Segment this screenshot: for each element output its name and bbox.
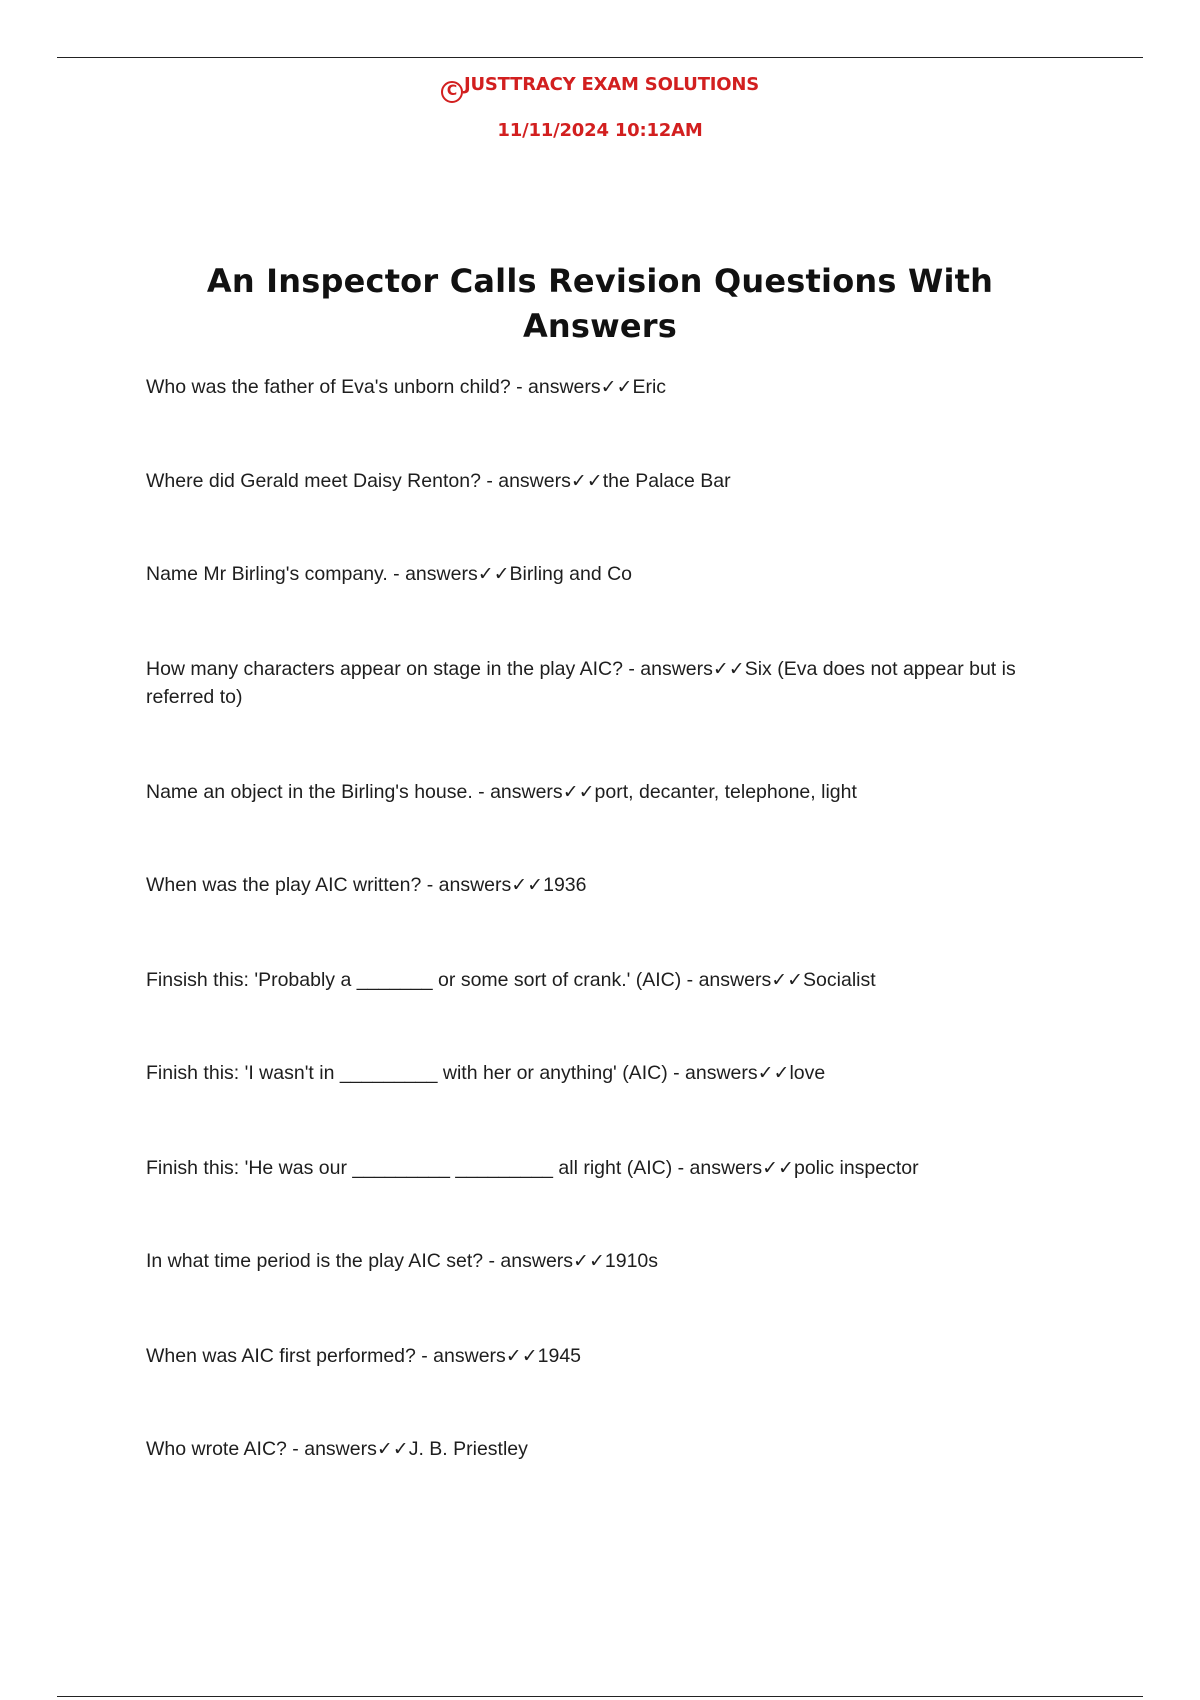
question-text: When was the play AIC written? - answers	[146, 874, 512, 896]
answer-text: 1945	[537, 1345, 582, 1367]
double-check-icon: ✓✓	[712, 658, 745, 680]
answer-text: love	[789, 1062, 826, 1084]
double-check-icon: ✓✓	[573, 1250, 605, 1272]
copyright-icon: C	[441, 81, 463, 103]
answer-text: 1910s	[604, 1250, 659, 1272]
qa-item	[146, 966, 1066, 994]
double-check-icon: ✓✓	[757, 1062, 790, 1084]
timestamp: 11/11/2024 10:12AM	[497, 120, 703, 141]
qa-item	[146, 655, 1066, 711]
answer-text: 1936	[543, 874, 587, 896]
question-text: Finish this: 'He was our _________ _________ all right (AIC) - answers	[146, 1157, 763, 1179]
double-check-icon: ✓✓	[771, 969, 804, 991]
answer-text: Six (Eva does not appear but is referred to)	[146, 658, 1016, 708]
qa-item	[146, 373, 1066, 401]
question-text: Name Mr Birling's company. - answers	[146, 563, 478, 585]
question-text: Finsish this: 'Probably a _______ or some sort of crank.' (AIC) - answers	[146, 969, 772, 991]
brand-header	[0, 74, 1200, 103]
question-text: Who was the father of Eva's unborn child? - answers	[146, 376, 601, 398]
answer-text: J. B. Priestley	[408, 1438, 528, 1460]
qa-item	[146, 1247, 1066, 1275]
brand-text: JUSTTRACY EXAM SOLUTIONS	[463, 74, 760, 95]
qa-item	[146, 1154, 1066, 1182]
qa-item	[146, 560, 1066, 588]
double-check-icon: ✓✓	[762, 1157, 794, 1179]
question-text: Who wrote AIC? - answers	[146, 1438, 377, 1460]
bottom-rule	[57, 1696, 1143, 1697]
double-check-icon: ✓✓	[376, 1438, 409, 1460]
answer-text: Birling and Co	[509, 563, 633, 585]
document-title: An Inspector Calls Revision Questions With Answers	[206, 262, 994, 346]
answer-text: Socialist	[803, 969, 876, 991]
double-check-icon: ✓✓	[477, 563, 510, 585]
answer-text: port, decanter, telephone, light	[594, 781, 857, 803]
question-text: How many characters appear on stage in the play AIC? - answers	[146, 658, 713, 680]
double-check-icon: ✓✓	[562, 781, 595, 803]
qa-item	[146, 778, 1066, 806]
question-text: Name an object in the Birling's house. - answers	[146, 781, 563, 803]
answer-text: Eric	[632, 376, 667, 398]
double-check-icon: ✓✓	[600, 376, 633, 398]
answer-text: the Palace Bar	[602, 470, 731, 492]
double-check-icon: ✓✓	[570, 470, 603, 492]
question-text: When was AIC first performed? - answers	[146, 1345, 506, 1367]
top-rule	[57, 57, 1143, 58]
question-text: In what time period is the play AIC set? - answers	[146, 1250, 574, 1272]
double-check-icon: ✓✓	[511, 874, 544, 896]
qa-item	[146, 467, 1066, 495]
qa-item	[146, 1342, 1066, 1370]
qa-item	[146, 1435, 1066, 1463]
answer-text: polic inspector	[793, 1157, 919, 1179]
qa-item	[146, 871, 1066, 899]
question-text: Where did Gerald meet Daisy Renton? - answers	[146, 470, 571, 492]
question-text: Finish this: 'I wasn't in _________ with her or anything' (AIC) - answers	[146, 1062, 758, 1084]
double-check-icon: ✓✓	[505, 1345, 538, 1367]
qa-item	[146, 1059, 1066, 1087]
